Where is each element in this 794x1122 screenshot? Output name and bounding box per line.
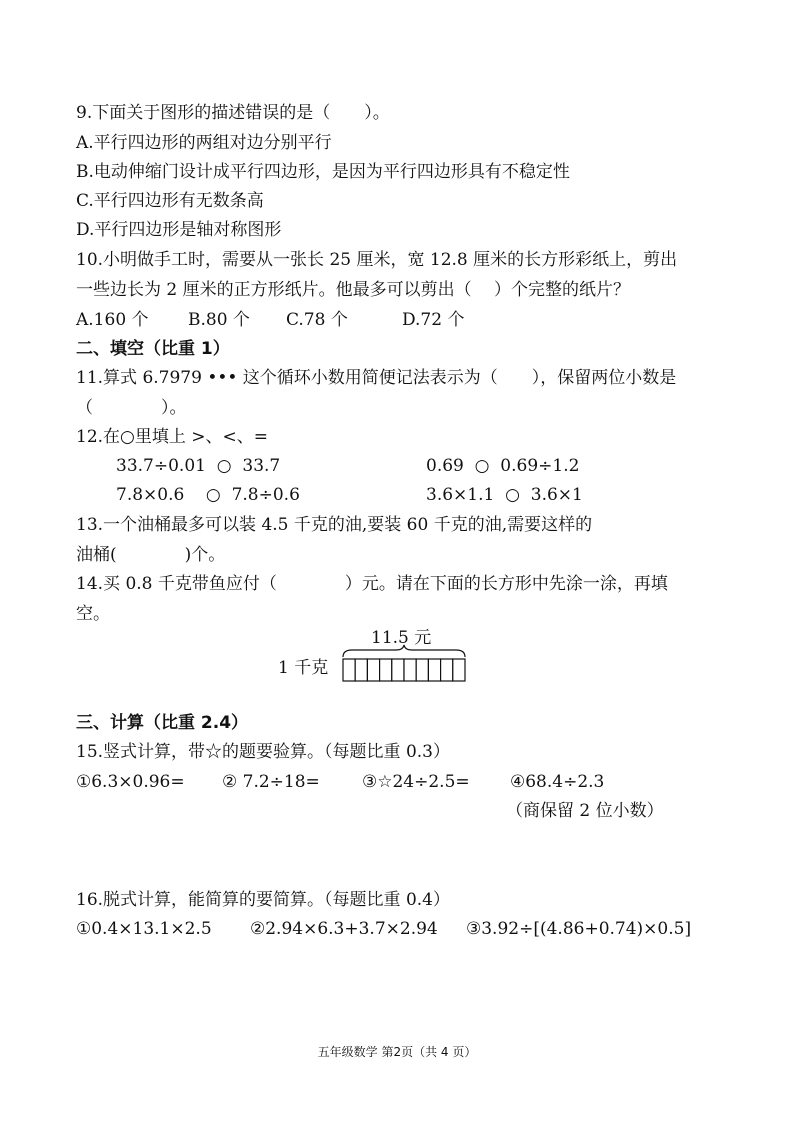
q15-item-4: ④68.4÷2.3 xyxy=(510,772,605,792)
bar-cell[interactable] xyxy=(453,659,465,681)
q15-stem: 15.竖式计算，带☆的题要验算。（每题比重 0.3） xyxy=(76,742,450,762)
bar-cell[interactable] xyxy=(380,659,392,681)
q9-option-b: B.电动伸缩门设计成平行四边形，是因为平行四边形具有不稳定性 xyxy=(76,162,570,182)
bar-cell[interactable] xyxy=(367,659,379,681)
q9-option-a: A.平行四边形的两组对边分别平行 xyxy=(76,133,332,153)
bar-cell[interactable] xyxy=(355,659,367,681)
bar-cell[interactable] xyxy=(441,659,453,681)
section2-heading: 二、填空（比重 1） xyxy=(76,339,230,359)
q14-line1: 14.买 0.8 千克带鱼应付（ ）元。请在下面的长方形中先涂一涂，再填 xyxy=(76,574,668,594)
q12-compare-3: 7.8×0.6 ○ 7.8÷0.6 xyxy=(116,485,300,505)
q12-stem: 12.在○里填上 >、<、= xyxy=(76,427,269,447)
q10-line2: 一些边长为 2 厘米的正方形纸片。他最多可以剪出（ ）个完整的纸片？ xyxy=(76,280,631,300)
section3-heading: 三、计算（比重 2.4） xyxy=(76,713,249,733)
q10-option-b: B.80 个 xyxy=(188,310,250,330)
bar-cell[interactable] xyxy=(404,659,416,681)
q13-line2: 油桶( )个。 xyxy=(76,545,226,565)
q12-compare-4: 3.6×1.1 ○ 3.6×1 xyxy=(426,485,583,505)
segmented-rectangle[interactable] xyxy=(342,658,466,682)
q13-line1: 13.一个油桶最多可以装 4.5 千克的油,要装 60 千克的油,需要这样的 xyxy=(76,515,593,535)
q16-stem: 16.脱式计算，能简算的要简算。（每题比重 0.4） xyxy=(76,890,450,910)
q15-item-2: ② 7.2÷18= xyxy=(222,772,320,792)
q9-option-d: D.平行四边形是轴对称图形 xyxy=(76,220,282,240)
q10-option-a: A.160 个 xyxy=(76,310,149,330)
q11-line2: （ ）。 xyxy=(76,398,187,418)
q11-line1: 11.算式 6.7979 ••• 这个循环小数用简便记法表示为（ ），保留两位小数是 xyxy=(76,368,677,388)
bar-cell[interactable] xyxy=(428,659,440,681)
q14-line2: 空。 xyxy=(76,604,110,624)
q16-item-1: ①0.4×13.1×2.5 xyxy=(76,919,212,939)
bar-cell[interactable] xyxy=(416,659,428,681)
q10-option-d: D.72 个 xyxy=(402,310,465,330)
q15-item-3: ③☆24÷2.5= xyxy=(362,772,470,792)
q16-item-3: ③3.92÷[(4.86+0.74)×0.5] xyxy=(466,919,692,939)
q15-note: （商保留 2 位小数） xyxy=(506,801,664,821)
q16-item-2: ②2.94×6.3+3.7×2.94 xyxy=(250,919,438,939)
bar-left-label: 1 千克 xyxy=(278,658,329,678)
curly-brace-icon xyxy=(342,644,466,658)
bar-top-label: 11.5 元 xyxy=(371,628,432,648)
q9-stem: 9.下面关于图形的描述错误的是（ ）。 xyxy=(76,103,390,123)
q15-item-1: ①6.3×0.96= xyxy=(76,772,185,792)
q12-compare-1: 33.7÷0.01 ○ 33.7 xyxy=(116,456,281,476)
q10-line1: 10.小明做手工时，需要从一张长 25 厘米，宽 12.8 厘米的长方形彩纸上，剪出 xyxy=(76,250,678,270)
q12-compare-2: 0.69 ○ 0.69÷1.2 xyxy=(426,456,580,476)
page-footer: 五年级数学 第2页（共 4 页） xyxy=(317,1045,477,1059)
bar-cell[interactable] xyxy=(392,659,404,681)
bar-cell[interactable] xyxy=(343,659,355,681)
q10-option-c: C.78 个 xyxy=(286,310,348,330)
q9-option-c: C.平行四边形有无数条高 xyxy=(76,191,264,211)
